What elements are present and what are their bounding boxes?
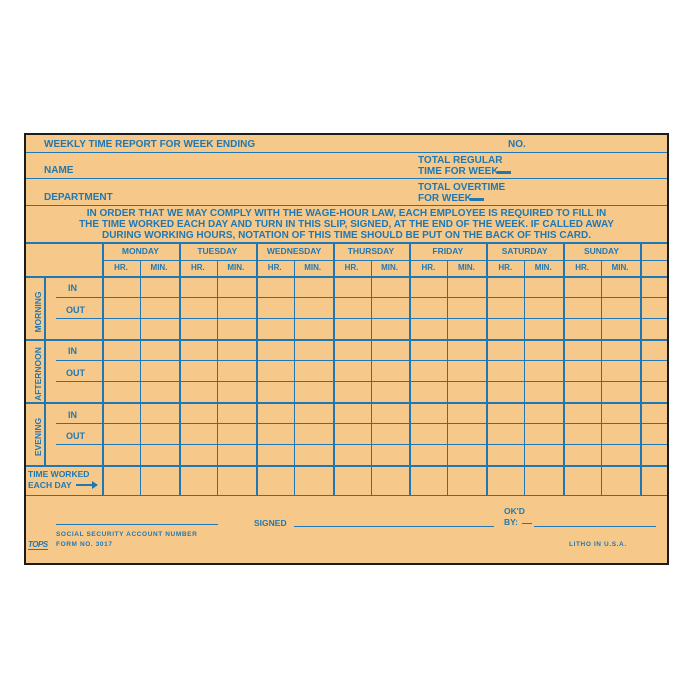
name-label: NAME bbox=[44, 165, 74, 176]
day-header-tuesday: TUESDAY bbox=[197, 246, 238, 256]
time-worked-label-2: EACH DAY bbox=[28, 480, 72, 490]
okd-label-2: BY: bbox=[504, 517, 519, 527]
row-line bbox=[56, 297, 667, 298]
total-overtime-label-2: FOR WEEK bbox=[418, 193, 472, 204]
total-overtime-label-1: TOTAL OVERTIME bbox=[418, 182, 506, 193]
hr-min-divider bbox=[217, 260, 218, 495]
min-column-header: MIN. bbox=[150, 263, 168, 272]
day-header-saturday: SATURDAY bbox=[501, 246, 548, 256]
row-line bbox=[56, 381, 667, 382]
hr-min-divider bbox=[371, 260, 372, 495]
signed-label: SIGNED bbox=[254, 518, 287, 528]
ssn-label: SOCIAL SECURITY ACCOUNT NUMBER bbox=[56, 531, 198, 538]
afternoon-in-label: IN bbox=[68, 346, 77, 356]
total-regular-label-1: TOTAL REGULAR bbox=[418, 155, 503, 166]
day-header-sunday: SUNDAY bbox=[583, 246, 620, 256]
day-header-friday: FRIDAY bbox=[432, 246, 464, 256]
hr-column-header: HR. bbox=[421, 263, 436, 272]
time-worked-arrow-icon bbox=[76, 484, 92, 486]
row-line bbox=[56, 360, 667, 361]
time-worked-label-1: TIME WORKED bbox=[28, 469, 90, 479]
header-divider-2 bbox=[26, 178, 667, 179]
morning-out-label: OUT bbox=[66, 305, 85, 315]
hr-column-header: HR. bbox=[575, 263, 589, 272]
hr-column-header: HR. bbox=[190, 263, 205, 272]
total-regular-label-2: TIME FOR WEEK bbox=[418, 166, 499, 177]
period-label-column-line bbox=[44, 276, 46, 465]
notice-line: DURING WORKING HOURS, NOTATION OF THIS TIME SHOULD BE PUT ON THE BACK OF THIS CARD. bbox=[101, 230, 592, 241]
grid-header-bottom-line bbox=[26, 276, 667, 278]
evening-out-label: OUT bbox=[66, 431, 85, 441]
day-column-line bbox=[256, 242, 258, 495]
day-header-thursday: THURSDAY bbox=[347, 246, 395, 256]
notice-line: IN ORDER THAT WE MAY COMPLY WITH THE WAGE-HOUR LAW, EACH EMPLOYEE IS REQUIRED TO FILL IN bbox=[86, 208, 607, 219]
hr-column-header: HR. bbox=[114, 263, 128, 272]
period-divider-line bbox=[26, 339, 667, 341]
hr-column-header: HR. bbox=[498, 263, 513, 272]
header-divider-3 bbox=[26, 205, 667, 206]
litho-label: LITHO IN U.S.A. bbox=[569, 541, 627, 548]
period-divider-line bbox=[26, 465, 667, 467]
okd-dash bbox=[522, 523, 532, 524]
footer-divider bbox=[26, 495, 667, 496]
min-column-header: MIN. bbox=[304, 263, 322, 272]
hr-min-divider bbox=[447, 260, 448, 495]
week-ending-label: WEEKLY TIME REPORT FOR WEEK ENDING bbox=[44, 139, 256, 150]
row-line bbox=[56, 444, 667, 445]
day-header-wednesday: WEDNESDAY bbox=[266, 246, 322, 256]
min-column-header: MIN. bbox=[457, 263, 475, 272]
okd-label-1: OK'D bbox=[504, 506, 525, 516]
wage-hour-notice bbox=[26, 208, 667, 241]
period-divider-line bbox=[26, 402, 667, 404]
header-divider-1 bbox=[26, 152, 667, 153]
day-subheader-line bbox=[102, 260, 667, 261]
min-column-header: MIN. bbox=[611, 263, 629, 272]
afternoon-out-label: OUT bbox=[66, 368, 85, 378]
total-regular-arrow bbox=[497, 171, 511, 174]
hr-column-header: HR. bbox=[344, 263, 359, 272]
evening-in-label: IN bbox=[68, 410, 77, 420]
okd-line bbox=[534, 526, 656, 527]
hr-column-header: HR. bbox=[267, 263, 282, 272]
morning-in-label: IN bbox=[68, 283, 77, 293]
form-number: FORM NO. 3017 bbox=[56, 541, 113, 548]
day-column-line bbox=[179, 242, 181, 495]
signed-line bbox=[294, 526, 494, 527]
grid-top-line bbox=[26, 242, 667, 244]
notice-line: THE TIME WORKED EACH DAY AND TURN IN THIS SLIP, SIGNED, AT THE END OF THE WEEK. IF CALLED AWAY bbox=[79, 219, 614, 230]
day-header-monday: MONDAY bbox=[121, 246, 159, 256]
department-label: DEPARTMENT bbox=[44, 192, 113, 203]
day-column-line bbox=[563, 242, 565, 495]
no-label: NO. bbox=[508, 139, 526, 150]
period-label-evening: EVENING bbox=[33, 417, 43, 457]
hr-min-divider bbox=[294, 260, 295, 495]
hr-min-divider bbox=[601, 260, 602, 495]
ssn-line bbox=[56, 524, 218, 525]
total-overtime-arrow bbox=[470, 198, 484, 201]
min-column-header: MIN. bbox=[534, 263, 552, 272]
time-report-card bbox=[24, 133, 669, 565]
period-label-morning: MORNING bbox=[33, 291, 43, 333]
row-line bbox=[56, 423, 667, 424]
row-line bbox=[56, 318, 667, 319]
label-column-right-line bbox=[102, 242, 104, 495]
min-column-header: MIN. bbox=[227, 263, 245, 272]
period-label-afternoon: AFTERNOON bbox=[33, 347, 43, 401]
day-column-line bbox=[409, 242, 411, 495]
day-column-line bbox=[486, 242, 488, 495]
hr-min-divider bbox=[140, 260, 141, 495]
tops-logo: TOPS bbox=[28, 540, 48, 549]
min-column-header: MIN. bbox=[381, 263, 398, 272]
day-column-line bbox=[333, 242, 335, 495]
day-column-line bbox=[640, 242, 642, 495]
hr-min-divider bbox=[524, 260, 525, 495]
